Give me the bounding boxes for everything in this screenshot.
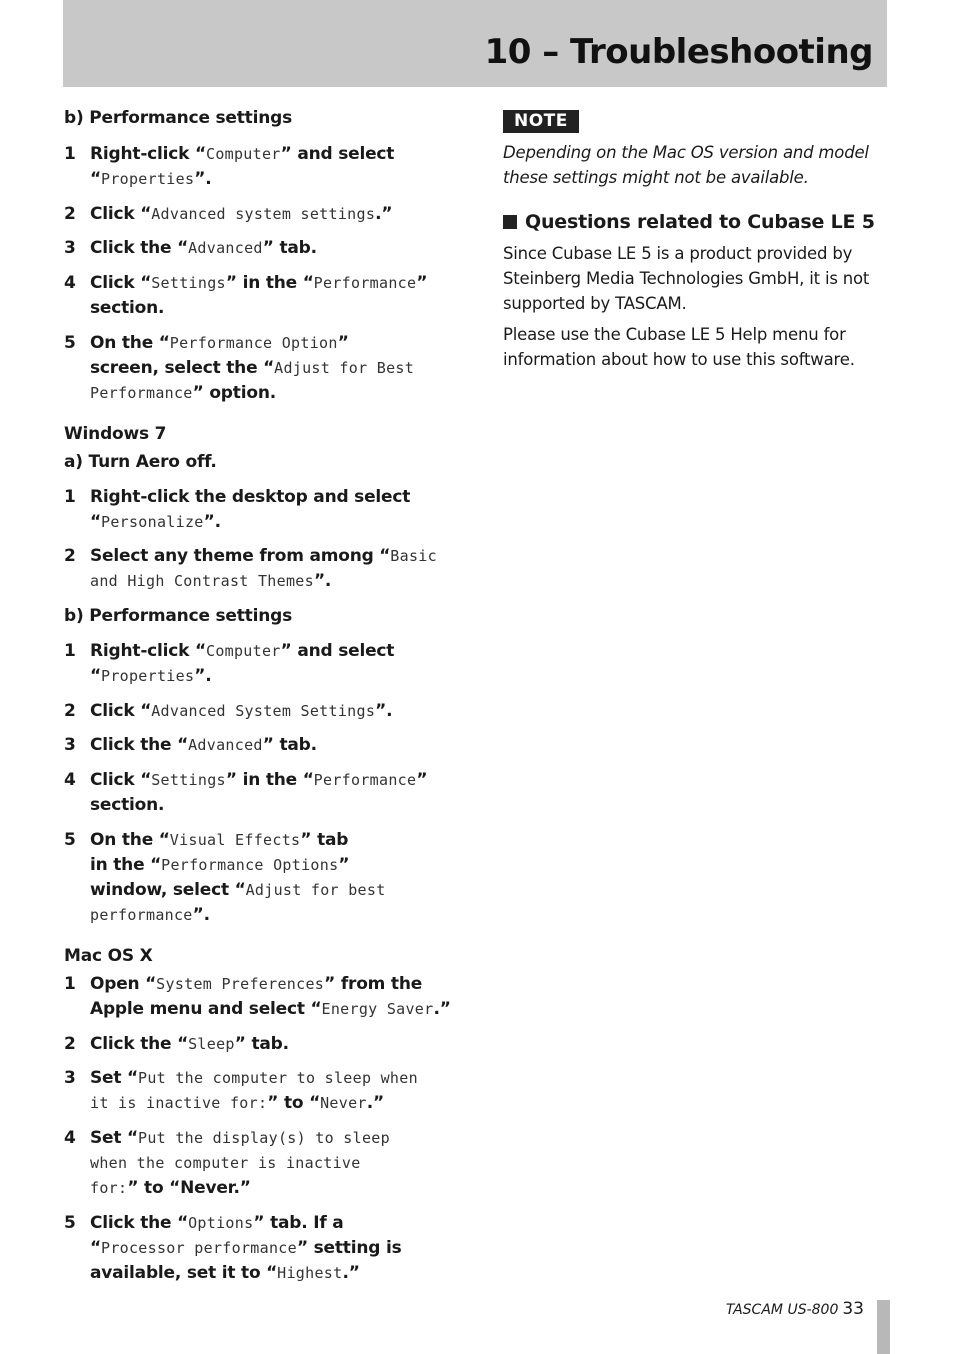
step-number: 5 <box>64 830 76 850</box>
ui-term: Computer <box>205 642 281 660</box>
ui-term: Advanced <box>188 239 263 257</box>
ui-term: Put the computer to sleep when it is inactive for: <box>90 1069 418 1112</box>
step-text: Set “Put the display(s) to sleep when the computer is inactive for:” to “Never.” <box>90 1128 390 1198</box>
step-number: 3 <box>64 1068 76 1088</box>
header-bar <box>63 0 887 87</box>
step-number: 4 <box>64 770 76 790</box>
instruction-step <box>64 639 490 689</box>
step-text: Select any theme from among “Basic and High Contrast Themes”. <box>90 546 437 591</box>
step-number: 4 <box>64 273 76 293</box>
step-text: Click the “Advanced” tab. <box>90 735 317 755</box>
step-text: Set “Put the computer to sleep when it is inactive for:” to “Never.” <box>90 1068 418 1113</box>
step-text: Click the “Sleep” tab. <box>90 1034 289 1054</box>
ui-term: Put the display(s) to sleep when the computer is inactive for: <box>90 1129 390 1197</box>
step-text: Click the “Options” tab. If a “Processor performance” setting is available, set it to “Highest.” <box>90 1213 402 1283</box>
square-bullet-icon <box>503 215 517 229</box>
instruction-step <box>64 271 490 321</box>
ui-term: Computer <box>205 145 281 163</box>
note-text: Depending on the Mac OS version and model these settings might not be available. <box>503 143 869 187</box>
step-number: 2 <box>64 204 76 224</box>
ui-term: Performance <box>313 274 417 292</box>
note-badge: NOTE <box>503 110 579 133</box>
subheading: Windows 7 <box>64 424 167 444</box>
instruction-step <box>64 1032 490 1057</box>
ui-term: Performance Option <box>169 334 338 352</box>
step-number: 2 <box>64 701 76 721</box>
step-number: 1 <box>64 144 76 164</box>
ui-term: Advanced <box>188 736 263 754</box>
instruction-step <box>64 828 490 928</box>
ui-term: Advanced system settings <box>151 205 376 223</box>
step-text: Click “Settings” in the “Performance” section. <box>90 273 428 318</box>
instruction-step <box>64 236 490 261</box>
section-heading-cubase <box>503 209 903 235</box>
paragraph-cubase-help: Please use the Cubase LE 5 Help menu for information about how to use this software. <box>503 325 855 369</box>
step-number: 1 <box>64 641 76 661</box>
ui-term: Personalize <box>100 513 204 531</box>
step-text: Right-click “Computer” and select “Properties”. <box>90 144 395 189</box>
footer-tab-bar <box>877 1300 890 1354</box>
step-text: Right-click the desktop and select “Personalize”. <box>90 487 411 532</box>
step-number: 5 <box>64 1213 76 1233</box>
ui-term: Performance Options <box>161 856 339 874</box>
ui-term: Advanced System Settings <box>151 702 376 720</box>
ui-term: Options <box>188 1214 254 1232</box>
subheading: a) Turn Aero off. <box>64 452 217 472</box>
step-number: 2 <box>64 546 76 566</box>
step-text: Right-click “Computer” and select “Properties”. <box>90 641 395 686</box>
ui-term: Adjust for best performance <box>90 881 386 924</box>
subheading: b) Performance settings <box>64 108 293 128</box>
footer <box>726 1299 864 1319</box>
subheading: Mac OS X <box>64 946 153 966</box>
instruction-step <box>64 972 490 1022</box>
ui-term: Highest <box>277 1264 343 1282</box>
step-number: 2 <box>64 1034 76 1054</box>
ui-term: Energy Saver <box>321 1000 434 1018</box>
subheading: b) Performance settings <box>64 606 293 626</box>
footer-product: TASCAM US-800 <box>725 1302 839 1318</box>
ui-term: Never <box>320 1094 367 1112</box>
instruction-step <box>64 202 490 227</box>
instruction-step <box>64 1066 490 1116</box>
step-text: Click “Settings” in the “Performance” section. <box>90 770 428 815</box>
ui-term: Visual Effects <box>169 831 301 849</box>
page-number: 33 <box>842 1299 864 1319</box>
section-heading-text: Questions related to Cubase LE 5 <box>525 211 875 233</box>
step-number: 3 <box>64 735 76 755</box>
step-text: Click the “Advanced” tab. <box>90 238 317 258</box>
ui-term: Adjust for Best Performance <box>90 359 415 402</box>
step-number: 1 <box>64 974 76 994</box>
step-text: On the “Performance Option” screen, select the “Adjust for Best Performance” option. <box>90 333 415 403</box>
step-text: Click “Advanced System Settings”. <box>90 701 393 721</box>
ui-term: Properties <box>100 667 195 685</box>
instruction-step <box>64 544 490 594</box>
instruction-step <box>64 1126 490 1201</box>
right-column <box>503 110 903 372</box>
instruction-step <box>64 142 490 192</box>
instruction-step <box>64 1211 490 1286</box>
page-title: 10 – Troubleshooting <box>484 32 873 72</box>
step-number: 3 <box>64 238 76 258</box>
ui-term: Sleep <box>188 1035 235 1053</box>
step-text: Click “Advanced system settings.” <box>90 204 393 224</box>
step-text: On the “Visual Effects” tab in the “Performance Options” window, select “Adjust for best performance”. <box>90 830 386 925</box>
instruction-step <box>64 768 490 818</box>
instruction-step <box>64 331 490 406</box>
ui-term: Basic and High Contrast Themes <box>90 547 437 590</box>
step-number: 4 <box>64 1128 76 1148</box>
step-number: 1 <box>64 487 76 507</box>
paragraph-cubase-support: Since Cubase LE 5 is a product provided by Steinberg Media Technologies GmbH, it is not supported by TASCAM. <box>503 244 870 313</box>
ui-term: System Preferences <box>156 975 325 993</box>
ui-term: Performance <box>313 771 417 789</box>
instruction-step <box>64 699 490 724</box>
ui-term: Settings <box>151 771 226 789</box>
ui-term: Processor performance <box>100 1239 297 1257</box>
step-text: Open “System Preferences” from the Apple menu and select “Energy Saver.” <box>90 974 451 1019</box>
instruction-step <box>64 733 490 758</box>
instruction-step <box>64 485 490 535</box>
step-number: 5 <box>64 333 76 353</box>
ui-term: Properties <box>100 170 195 188</box>
ui-term: Settings <box>151 274 226 292</box>
